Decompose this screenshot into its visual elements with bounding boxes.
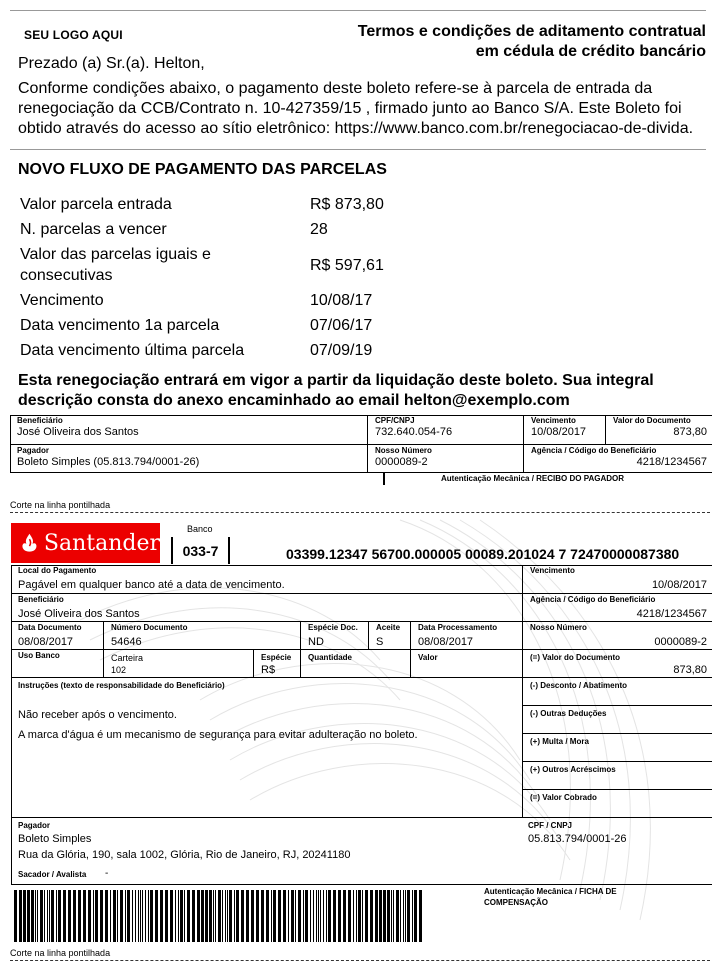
- sacador-label: Sacador / Avalista: [18, 870, 87, 879]
- barcode-bar: [178, 890, 179, 942]
- barcode-bar: [375, 890, 378, 942]
- barcode-bar: [31, 890, 34, 942]
- barcode-bar: [93, 890, 94, 942]
- barcode-bar: [160, 890, 163, 942]
- slip-multa: [522, 733, 712, 761]
- slip-outras-deducoes: [522, 705, 712, 733]
- receipt-auth: [383, 473, 712, 485]
- slip-instrucoes: [11, 677, 522, 817]
- receipt-nosso-numero: [367, 444, 523, 473]
- linha-digitavel: 03399.12347 56700.000005 00089.201024 7 72470000087380: [286, 546, 680, 562]
- slip-numero-documento: [103, 621, 300, 649]
- flow-row-label-cont: consecutivas: [20, 267, 113, 284]
- slip-data-documento: [11, 621, 103, 649]
- cpf-value: 05.813.794/0001-26: [528, 833, 627, 845]
- barcode-bar: [125, 890, 126, 942]
- barcode-bar: [383, 890, 386, 942]
- receipt-pagador: [10, 444, 367, 473]
- slip-quantidade: [300, 649, 410, 677]
- barcode-bar: [63, 890, 66, 942]
- flame-icon: [21, 530, 38, 556]
- value: 732.640.054-76: [375, 426, 453, 438]
- value: 102: [111, 665, 127, 675]
- barcode-bar: [348, 890, 351, 942]
- barcode-bar: [251, 890, 254, 942]
- barcode-bar: [227, 890, 228, 942]
- value: 873,80: [673, 664, 707, 676]
- barcode-bar: [170, 890, 173, 942]
- flow-row-value: 07/06/17: [310, 317, 373, 334]
- label: Carteira: [111, 653, 144, 663]
- barcode-bar: [27, 890, 30, 942]
- flow-row-label: Valor parcela entrada: [20, 196, 172, 213]
- slip-especie-doc: [300, 621, 368, 649]
- barcode-bar: [187, 890, 190, 942]
- flow-row-label: N. parcelas a vencer: [20, 221, 167, 238]
- barcode-bar: [47, 890, 48, 942]
- value: R$: [261, 664, 276, 676]
- barcode-bar: [412, 890, 413, 942]
- barcode-bar: [117, 890, 118, 942]
- barcode-bar: [338, 890, 341, 942]
- barcode-bar: [23, 890, 26, 942]
- label: Valor: [418, 653, 438, 662]
- barcode-bar: [326, 890, 327, 942]
- barcode-bar: [405, 890, 406, 942]
- receipt-vencimento: [523, 415, 605, 444]
- label: (+) Outros Acréscimos: [530, 765, 616, 774]
- slip-agencia: [522, 593, 712, 621]
- label: Espécie: [261, 653, 292, 662]
- slip-pagador: [11, 817, 712, 885]
- barcode: [14, 890, 424, 942]
- barcode-bar: [310, 890, 311, 942]
- slip-valor-cobrado: [522, 789, 712, 817]
- barcode-bar: [95, 890, 98, 942]
- barcode-bar: [40, 890, 43, 942]
- barcode-bar: [387, 890, 390, 942]
- barcode-bar: [184, 890, 185, 942]
- cut-label-bottom: Corte na linha pontilhada: [10, 948, 111, 958]
- slip-aceite: [368, 621, 410, 649]
- barcode-bar: [271, 890, 272, 942]
- address: Rua da Glória, 190, sala 1002, Glória, Rio de Janeiro, RJ, 20241180: [18, 849, 351, 861]
- label: Data Processamento: [418, 623, 498, 632]
- barcode-bar: [241, 890, 244, 942]
- label: Pagador: [17, 446, 50, 455]
- barcode-bar: [132, 890, 133, 942]
- flow-row-label: Data vencimento última parcela: [20, 342, 245, 359]
- value: Boleto Simples (05.813.794/0001-26): [17, 456, 200, 468]
- cut-label: Corte na linha pontilhada: [10, 500, 111, 510]
- barcode-bar: [35, 890, 36, 942]
- cpf-label: CPF / CNPJ: [528, 821, 573, 830]
- barcode-bar: [165, 890, 168, 942]
- slip-nosso-numero: [522, 621, 712, 649]
- notice-line1: Esta renegociação entrará em vigor a partir da liquidação deste boleto. Sua integral: [18, 372, 654, 389]
- barcode-bar: [320, 890, 321, 942]
- barcode-bar: [328, 890, 331, 942]
- letter-body: Conforme condições abaixo, o pagamento deste boleto refere-se à parcela de entrada da renegociação da CCB/Contrato n. 10-427359/15 , firmado junto ao Banco S/A. Este Boleto foi obtido através do acesso ao sítio eletrônico: https://www.banco.com.br/renegociacao-de-divida.: [18, 80, 694, 137]
- label: CPF/CNPJ: [375, 416, 415, 425]
- barcode-bar: [51, 890, 54, 942]
- value: 4218/1234567: [636, 456, 707, 468]
- slip-valor-documento: [522, 649, 712, 677]
- barcode-bar: [142, 890, 143, 942]
- barcode-bar: [37, 890, 38, 942]
- barcode-bar: [155, 890, 158, 942]
- label: Pagador: [18, 821, 51, 830]
- label: Uso Banco: [18, 651, 60, 660]
- barcode-bar: [419, 890, 422, 942]
- label: Nosso Número: [375, 446, 432, 455]
- barcode-bar: [303, 890, 304, 942]
- label: (=) Valor Cobrado: [530, 793, 597, 802]
- label: Número Documento: [111, 623, 188, 632]
- barcode-bar: [273, 890, 276, 942]
- barcode-bar: [225, 890, 226, 942]
- barcode-bar: [205, 890, 208, 942]
- value: 10/08/2017: [531, 426, 587, 438]
- santander-logo: [11, 523, 160, 563]
- barcode-bar: [105, 890, 108, 942]
- barcode-bar: [313, 890, 314, 942]
- section-divider: [10, 149, 706, 150]
- value: Pagável em qualquer banco até a data de vencimento.: [18, 579, 285, 591]
- value: 4218/1234567: [636, 608, 707, 620]
- barcode-bar: [192, 890, 195, 942]
- barcode-bar: [295, 890, 296, 942]
- flow-row-value: 10/08/17: [310, 292, 373, 309]
- label: Espécie Doc.: [308, 623, 358, 632]
- barcode-bar: [407, 890, 410, 942]
- barcode-bar: [113, 890, 116, 942]
- barcode-bar: [145, 890, 146, 942]
- greeting: Prezado (a) Sr.(a). Helton,: [18, 55, 205, 72]
- barcode-bar: [236, 890, 239, 942]
- flow-row-label: Vencimento: [20, 292, 104, 309]
- barcode-bar: [343, 890, 346, 942]
- barcode-bar: [209, 890, 212, 942]
- slip-local-pagamento: [11, 565, 522, 593]
- label: Instruções (texto de responsabilidade do Beneficiário): [18, 681, 225, 690]
- barcode-bar: [83, 890, 86, 942]
- barcode-bar: [148, 890, 149, 942]
- barcode-bar: [127, 890, 130, 942]
- barcode-bar: [396, 890, 399, 942]
- barcode-bar: [370, 890, 373, 942]
- label: Data Documento: [18, 623, 82, 632]
- value: S: [376, 636, 384, 648]
- barcode-bar: [138, 890, 139, 942]
- value: 54646: [111, 636, 142, 648]
- slip-data-processamento: [410, 621, 522, 649]
- label: Vencimento: [531, 416, 576, 425]
- slip-valor: [410, 649, 522, 677]
- label: Agência / Código do Beneficiário: [530, 595, 656, 604]
- barcode-bar: [333, 890, 336, 942]
- slip-especie: [253, 649, 300, 677]
- label: Agência / Código do Beneficiário: [531, 446, 657, 455]
- barcode-bar: [19, 890, 22, 942]
- label: (-) Outras Deduções: [530, 709, 607, 718]
- barcode-bar: [393, 890, 394, 942]
- slip-uso-banco: [11, 649, 103, 677]
- value: 0000089-2: [375, 456, 428, 468]
- barcode-bar: [278, 890, 281, 942]
- slip-desconto: [522, 677, 712, 705]
- page-title-line1: Termos e condições de aditamento contratual: [357, 23, 706, 40]
- barcode-bar: [305, 890, 308, 942]
- receipt-valor: [605, 415, 712, 444]
- flow-row-value: R$ 873,80: [310, 196, 384, 213]
- barcode-bar: [261, 890, 264, 942]
- barcode-bar: [175, 890, 176, 942]
- barcode-bar: [222, 890, 223, 942]
- flow-title: NOVO FLUXO DE PAGAMENTO DAS PARCELAS: [18, 161, 387, 178]
- receipt-agencia: [523, 444, 712, 473]
- barcode-bar: [288, 890, 289, 942]
- barcode-bar: [391, 890, 392, 942]
- slip-carteira: [103, 649, 253, 677]
- value: José Oliveira dos Santos: [18, 608, 140, 620]
- value: 873,80: [673, 426, 707, 438]
- barcode-bar: [323, 890, 324, 942]
- notice-line2: descrição consta do anexo encaminhado ao email helton@exemplo.com: [18, 392, 570, 409]
- barcode-bar: [256, 890, 259, 942]
- barcode-bar: [234, 890, 235, 942]
- bank-code: 033-7: [171, 537, 230, 564]
- barcode-bar: [73, 890, 76, 942]
- barcode-bar: [218, 890, 221, 942]
- label: Quantidade: [308, 653, 353, 662]
- cut-line-bottom: [10, 960, 710, 961]
- label: Vencimento: [530, 566, 575, 575]
- barcode-bar: [58, 890, 61, 942]
- barcode-bar: [379, 890, 382, 942]
- barcode-bar: [150, 890, 153, 942]
- page-title-line2: em cédula de crédito bancário: [475, 43, 706, 60]
- flow-row-value: 07/09/19: [310, 342, 373, 359]
- notice: [18, 371, 708, 411]
- barcode-bar: [318, 890, 319, 942]
- barcode-bar: [68, 890, 71, 942]
- barcode-bar: [229, 890, 232, 942]
- flow-row-value: 28: [310, 221, 328, 238]
- value: 0000089-2: [654, 636, 707, 648]
- slip-auth-label: Autenticação Mecânica / FICHA DE COMPENSAÇÃO: [484, 887, 617, 907]
- top-divider: [10, 10, 706, 11]
- instruction-line: A marca d'água é um mecanismo de segurança para evitar adulteração no boleto.: [18, 729, 418, 741]
- label: Beneficiário: [17, 416, 63, 425]
- barcode-bar: [298, 890, 301, 942]
- barcode-bar: [316, 890, 317, 942]
- label: (=) Valor do Documento: [530, 653, 621, 662]
- receipt-cpf: [367, 415, 523, 444]
- bank-label: Banco: [187, 524, 213, 534]
- bank-name: Santander: [43, 530, 160, 556]
- barcode-bar: [135, 890, 136, 942]
- barcode-bar: [403, 890, 404, 942]
- label: Local do Pagamento: [18, 566, 97, 575]
- label: Aceite: [376, 623, 401, 632]
- label: (+) Multa / Mora: [530, 737, 589, 746]
- sacador-value: -: [105, 868, 109, 879]
- barcode-bar: [291, 890, 294, 942]
- flow-row-value: R$ 597,61: [310, 257, 384, 274]
- value: 08/08/2017: [418, 636, 474, 648]
- flow-row-label: Data vencimento 1a parcela: [20, 317, 220, 334]
- barcode-bar: [213, 890, 214, 942]
- receipt-beneficiario: [10, 415, 372, 444]
- barcode-bar: [353, 890, 354, 942]
- label: Nosso Número: [530, 623, 587, 632]
- barcode-bar: [56, 890, 57, 942]
- barcode-bar: [14, 890, 17, 942]
- slip-vencimento: [522, 565, 712, 593]
- barcode-bar: [362, 890, 363, 942]
- cut-line: [10, 512, 710, 513]
- barcode-bar: [49, 890, 50, 942]
- value: ND: [308, 636, 324, 648]
- slip-beneficiario: [11, 593, 522, 621]
- label: (-) Desconto / Abatimento: [530, 681, 628, 690]
- receipt-auth-label: Autenticação Mecânica / RECIBO DO PAGADOR: [441, 474, 624, 483]
- barcode-bar: [246, 890, 249, 942]
- instruction-line: Não receber após o vencimento.: [18, 709, 177, 721]
- barcode-bar: [266, 890, 269, 942]
- barcode-bar: [110, 890, 111, 942]
- value: 10/08/2017: [651, 579, 707, 591]
- barcode-bar: [365, 890, 368, 942]
- barcode-bar: [44, 890, 45, 942]
- slip-acrescimos: [522, 761, 712, 789]
- barcode-bar: [78, 890, 81, 942]
- barcode-bar: [283, 890, 286, 942]
- barcode-bar: [400, 890, 401, 942]
- barcode-bar: [120, 890, 123, 942]
- barcode-bar: [358, 890, 361, 942]
- barcode-bar: [100, 890, 103, 942]
- flow-row-label: Valor das parcelas iguais e: [20, 246, 211, 263]
- label: Valor do Documento: [613, 416, 691, 425]
- label: Beneficiário: [18, 595, 64, 604]
- barcode-bar: [215, 890, 216, 942]
- value: 08/08/2017: [18, 636, 74, 648]
- barcode-bar: [201, 890, 204, 942]
- barcode-bar: [356, 890, 357, 942]
- barcode-bar: [180, 890, 183, 942]
- barcode-bar: [140, 890, 141, 942]
- value: Boleto Simples: [18, 833, 92, 845]
- barcode-bar: [414, 890, 417, 942]
- barcode-bar: [197, 890, 200, 942]
- value: José Oliveira dos Santos: [17, 426, 139, 438]
- company-logo: SEU LOGO AQUI: [24, 28, 123, 42]
- barcode-bar: [88, 890, 91, 942]
- page-title: [358, 22, 706, 62]
